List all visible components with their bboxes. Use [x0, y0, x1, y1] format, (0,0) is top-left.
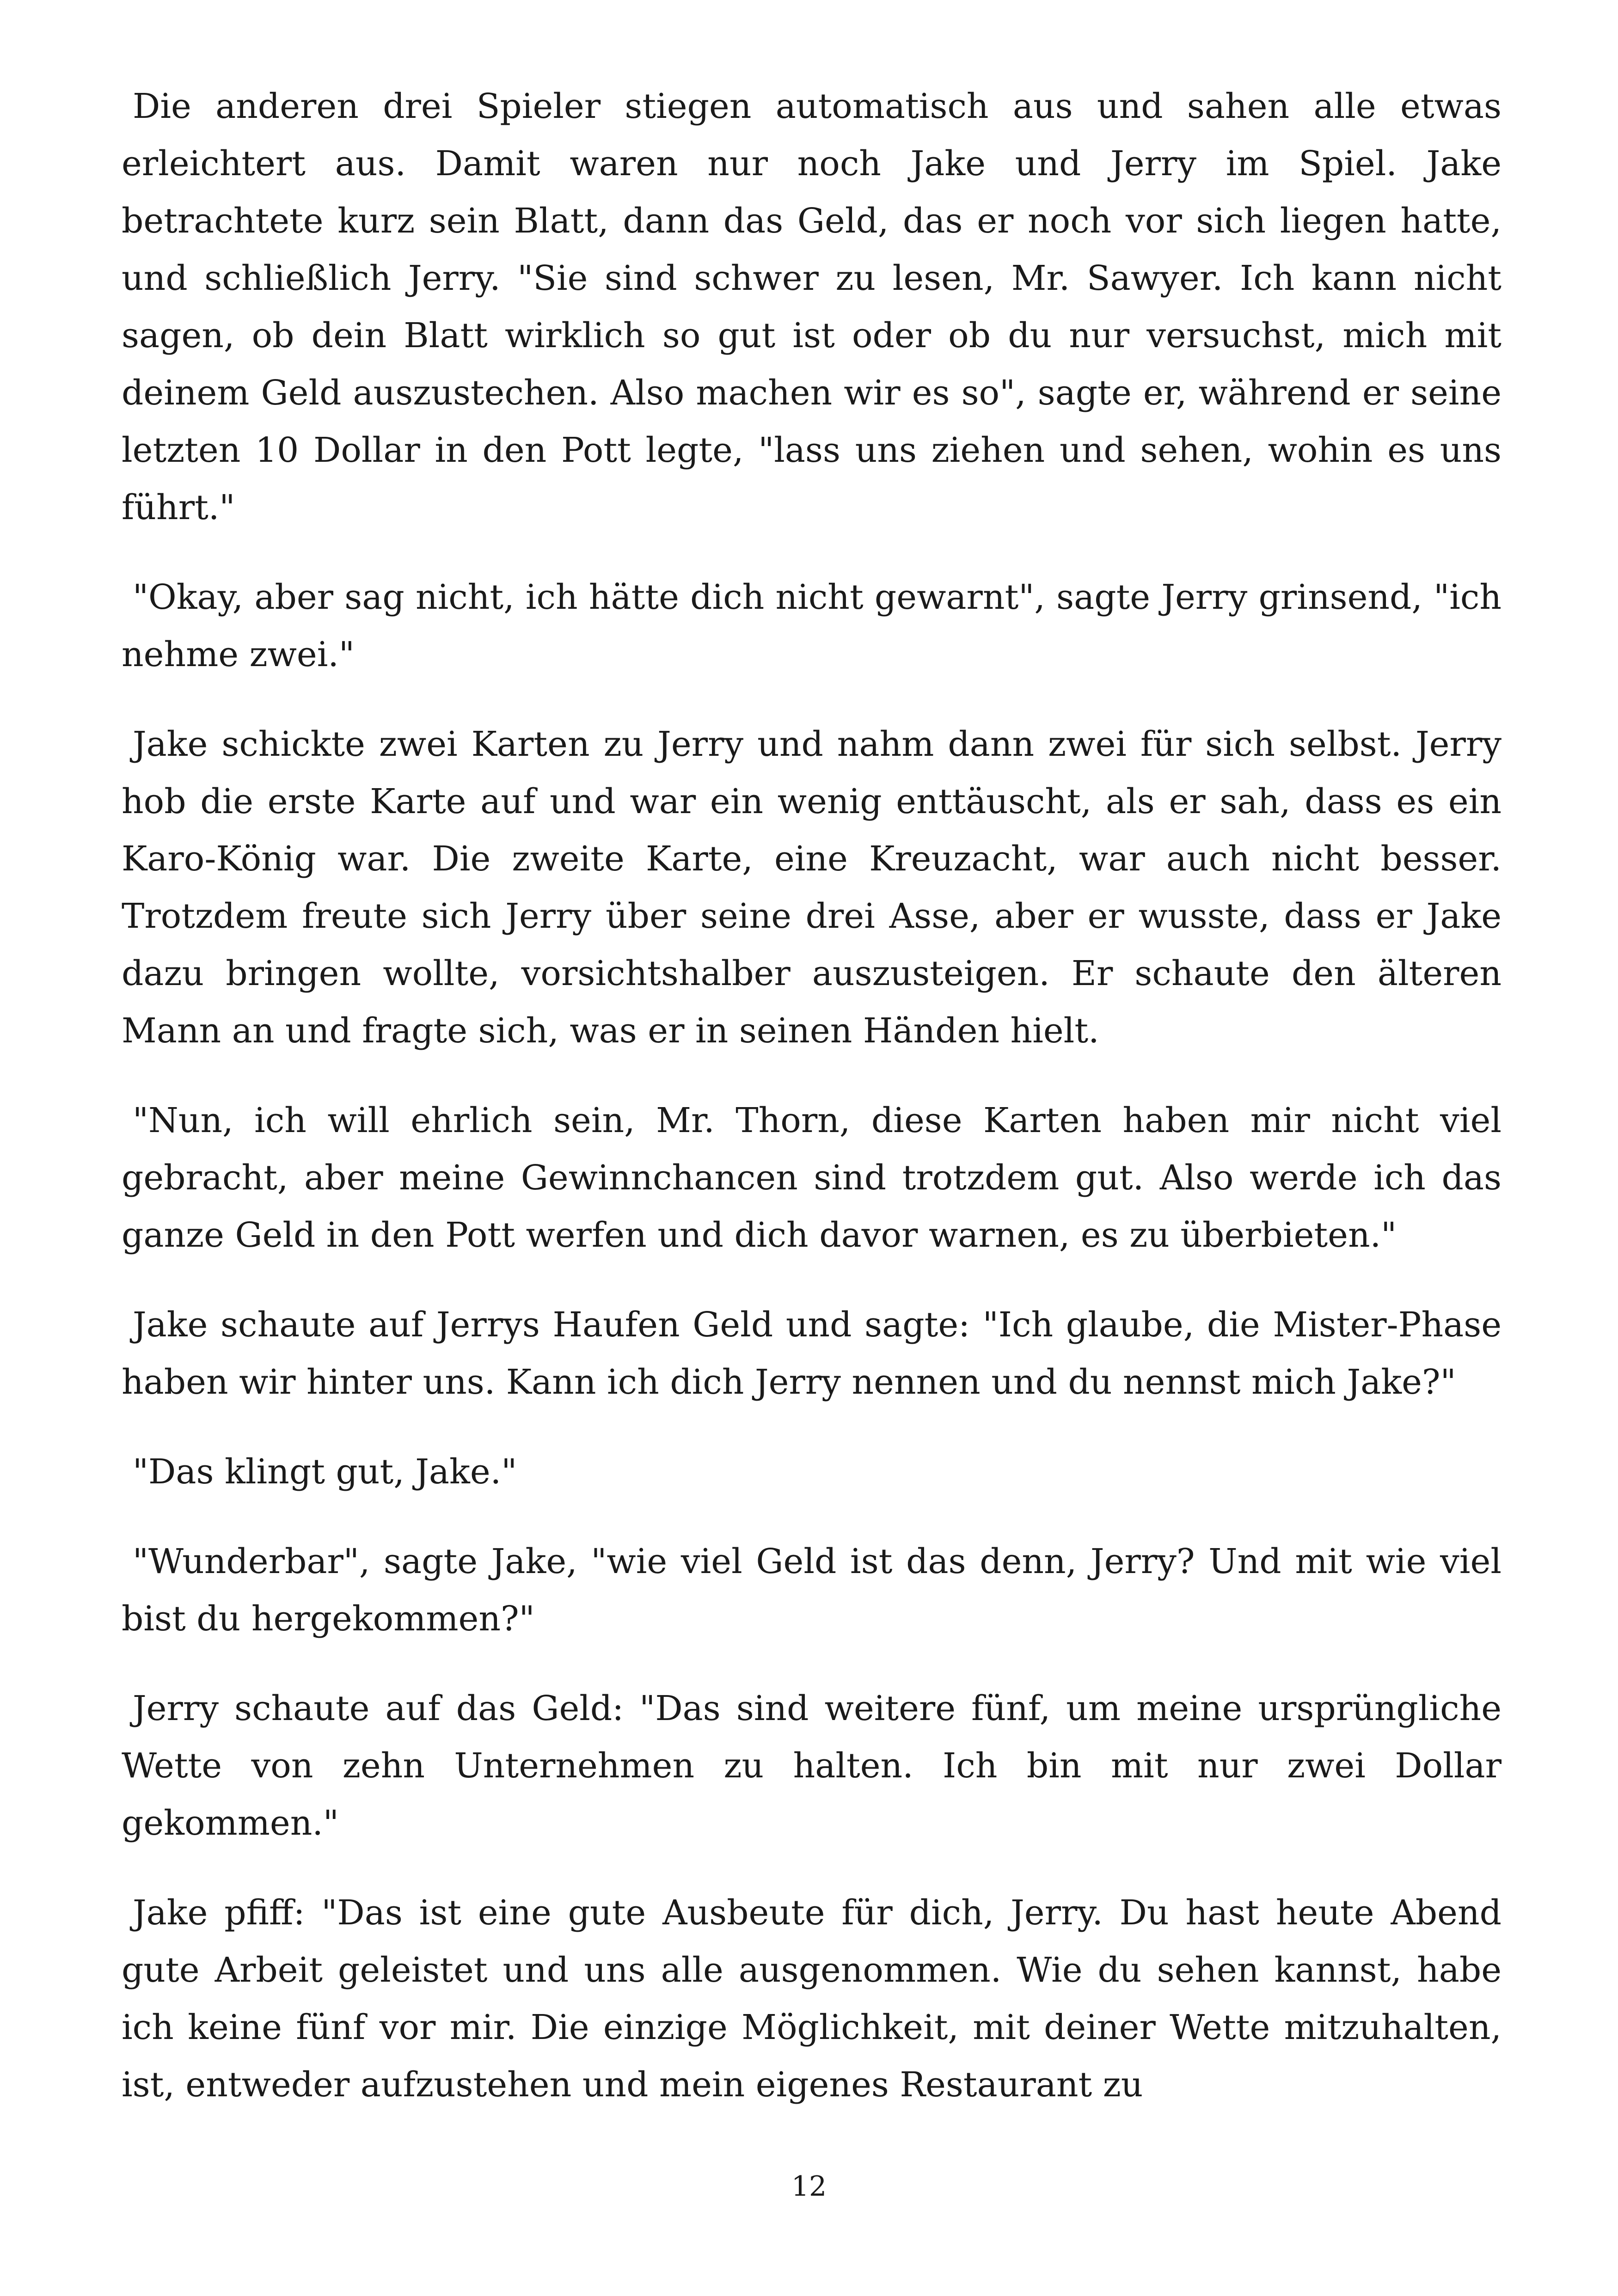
paragraph-1: Die anderen drei Spieler stiegen automatisch aus und sahen alle etwas erleichtert aus. Damit waren nur noch Jake und Jerry im Spiel. Jake betrachtete kurz sein Blatt, dann das Geld, das er noch vor sich liegen hatte, und schließlich Jerry. "Sie sind schwer zu lesen, Mr. Sawyer. Ich kann nicht sagen, ob dein Blatt wirklich so gut ist oder ob du nur versuchst, mich mit deinem Geld auszustechen. Also machen wir es so", sagte er, während er seine letzten 10 Dollar in den Pott legte, "lass uns ziehen und sehen, wohin es uns führt." — [122, 86, 1502, 527]
paragraph-6: "Das klingt gut, Jake." — [133, 1452, 517, 1492]
paragraph-3: Jake schickte zwei Karten zu Jerry und nahm dann zwei für sich selbst. Jerry hob die erste Karte auf und war ein wenig enttäuscht, als er sah, dass es ein Karo-König war. Die zweite Karte, eine Kreuzacht, war auch nicht besser. Trotzdem freute sich Jerry über seine drei Asse, aber er wusste, dass er Jake dazu bringen wollte, vorsichtshalber auszusteigen. Er schaute den älteren Mann an und fragte sich, was er in seinen Händen hielt. — [122, 724, 1502, 1051]
paragraph-9: Jake pfiff: "Das ist eine gute Ausbeute für dich, Jerry. Du hast heute Abend gute Arbeit geleistet und uns alle ausgenommen. Wie du sehen kannst, habe ich keine fünf vor mir. Die einzige Möglichkeit, mit deiner Wette mitzuhalten, ist, entweder aufzustehen und mein eigenes Restaurant zu — [122, 1893, 1502, 2105]
body-text — [122, 78, 1502, 2113]
page-number: 12 — [791, 2170, 827, 2203]
paragraph-7: "Wunderbar", sagte Jake, "wie viel Geld ist das denn, Jerry? Und mit wie viel bist du hergekommen?" — [122, 1542, 1502, 1639]
paragraph-5: Jake schaute auf Jerrys Haufen Geld und sagte: "Ich glaube, die Mister-Phase haben wir hinter uns. Kann ich dich Jerry nennen und du nennst mich Jake?" — [122, 1305, 1502, 1402]
paragraph-8: Jerry schaute auf das Geld: "Das sind weitere fünf, um meine ursprüngliche Wette von zehn Unternehmen zu halten. Ich bin mit nur zwei Dollar gekommen." — [122, 1689, 1502, 1843]
paragraph-4: "Nun, ich will ehrlich sein, Mr. Thorn, diese Karten haben mir nicht viel gebracht, aber meine Gewinnchancen sind trotzdem gut. Also werde ich das ganze Geld in den Pott werfen und dich davor warnen, es zu überbieten." — [122, 1101, 1502, 1255]
paragraph-2: "Okay, aber sag nicht, ich hätte dich nicht gewarnt", sagte Jerry grinsend, "ich nehme zwei." — [122, 577, 1502, 674]
